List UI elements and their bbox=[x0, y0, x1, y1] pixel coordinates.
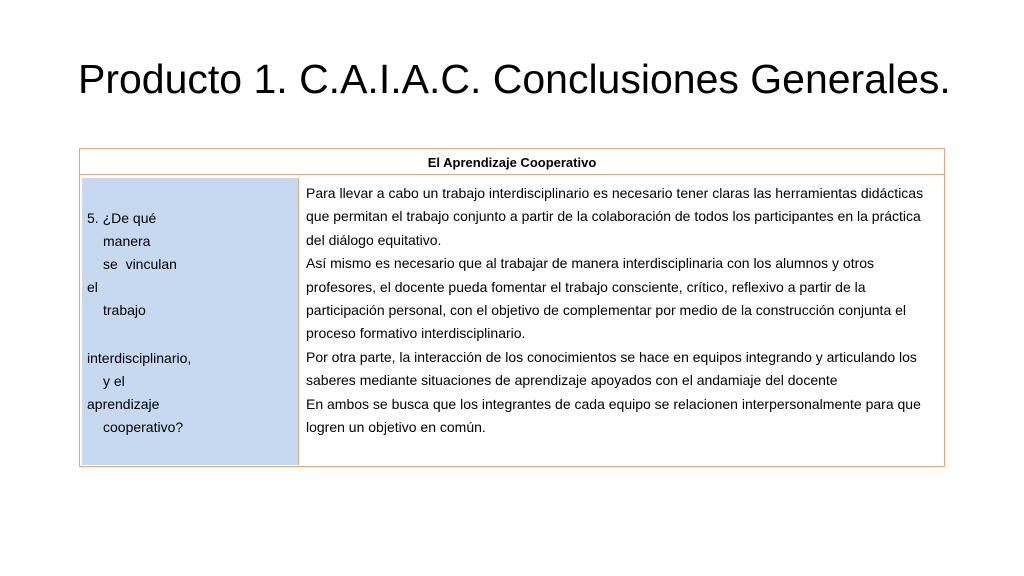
table-header: El Aprendizaje Cooperativo bbox=[80, 149, 944, 175]
answer-cell bbox=[306, 182, 942, 439]
question-line: se vinculan bbox=[103, 256, 177, 272]
question-cell bbox=[82, 178, 299, 465]
question-line: aprendizaje bbox=[87, 396, 160, 412]
question-line: 5. ¿De qué bbox=[87, 210, 157, 226]
answer-paragraph: Por otra parte, la interacción de los conocimientos se hace en equipos integrando y articulando los saberes mediante situaciones de aprendizaje apoyados con el andamiaje del docente bbox=[306, 348, 917, 389]
question-line: y el bbox=[103, 373, 125, 389]
slide-title: Producto 1. C.A.I.A.C. Conclusiones Generales. bbox=[78, 56, 951, 102]
conclusions-table bbox=[79, 148, 945, 467]
question-line: manera bbox=[103, 233, 151, 249]
question-line: cooperativo? bbox=[103, 419, 184, 435]
answer-paragraph: En ambos se busca que los integrantes de cada equipo se relacionen interpersonalmente para que logren un objetivo en común. bbox=[306, 395, 921, 436]
question-line: el bbox=[87, 279, 98, 295]
question-line: trabajo bbox=[103, 302, 146, 318]
answer-paragraph: Para llevar a cabo un trabajo interdisciplinario es necesario tener claras las herramientas didácticas que permitan el trabajo conjunto a partir de la colaboración de todos los participantes en la práctica del diálogo equitativo. bbox=[306, 185, 924, 248]
question-line: interdisciplinario, bbox=[87, 350, 192, 366]
answer-paragraph: Así mismo es necesario que al trabajar de manera interdisciplinaria con los alumnos y otros profesores, el docente pueda fomentar el trabajo consciente, crítico, reflexivo a partir de la participación personal, con el objetivo de complementar por medio de la construcción conjunta el proceso formativo interdisciplinario. bbox=[306, 255, 907, 342]
